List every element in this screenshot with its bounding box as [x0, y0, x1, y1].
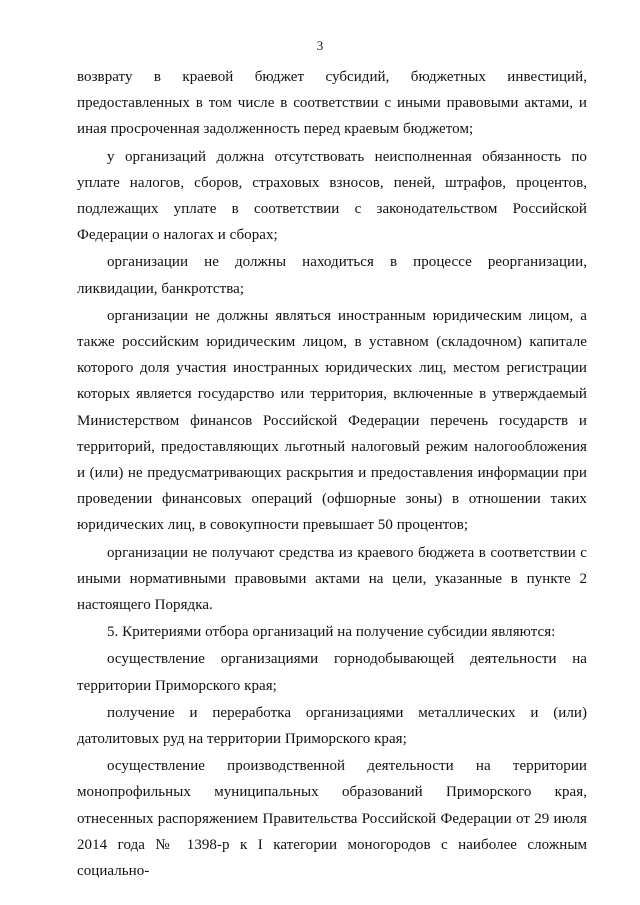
- paragraph-reorganization: организации не должны находиться в процессе реорганизации, ликвидации, банкротства;: [77, 254, 587, 297]
- paragraph-mining-activity: осуществление организациями горнодобывающей деятельности на территории Приморского края;: [77, 651, 587, 694]
- paragraph-budget-debt: возврату в краевой бюджет субсидий, бюджетных инвестиций, предоставленных в том числе в соответствии с иными правовыми актами, и иная просроченная задолженность перед краевым бюджетом;: [77, 69, 587, 138]
- paragraph-selection-criteria: 5. Критериями отбора организаций на получение субсидии являются:: [107, 624, 556, 641]
- paragraph-monotowns: осуществление производственной деятельности на территории монопрофильных муниципальных образований Приморского края, отнесенных распоряжением Правительства Российской Федерации от 29 июля 2014 года № 1398-р к I категории моногородов с наиболее сложным социально-: [77, 758, 587, 880]
- document-body: [77, 64, 587, 885]
- paragraph-other-funds: организации не получают средства из краевого бюджета в соответствии с иными нормативными правовыми актами на цели, указанные в пункте 2 настоящего Порядка.: [77, 544, 587, 614]
- paragraph-tax-obligations: у организаций должна отсутствовать неисполненная обязанность по уплате налогов, сборов, страховых взносов, пеней, штрафов, процентов, подлежащих уплате в соответствии с законодательством Российской Федерации о налогах и сборах;: [77, 148, 587, 244]
- paragraph-foreign-entity: организации не должны являться иностранным юридическим лицом, а также российским юридическим лицом, в уставном (складочном) капитале которого доля участия иностранных юридических лиц, местом регистрации которых является государство или территория, включенные в утверждаемый Министерством финансов Российской Федерации перечень государств и территорий, предоставляющих льготный налоговый режим налогообложения и (или) не предусматривающих раскрытия и предоставления информации при проведении финансовых операций (офшорные зоны) в отношении таких юридических лиц, в совокупности превышает 50 процентов;: [77, 307, 587, 534]
- page-number: 3: [316, 38, 324, 53]
- paragraph-ore-processing: получение и переработка организациями металлических и (или) датолитовых руд на территории Приморского края;: [77, 704, 587, 748]
